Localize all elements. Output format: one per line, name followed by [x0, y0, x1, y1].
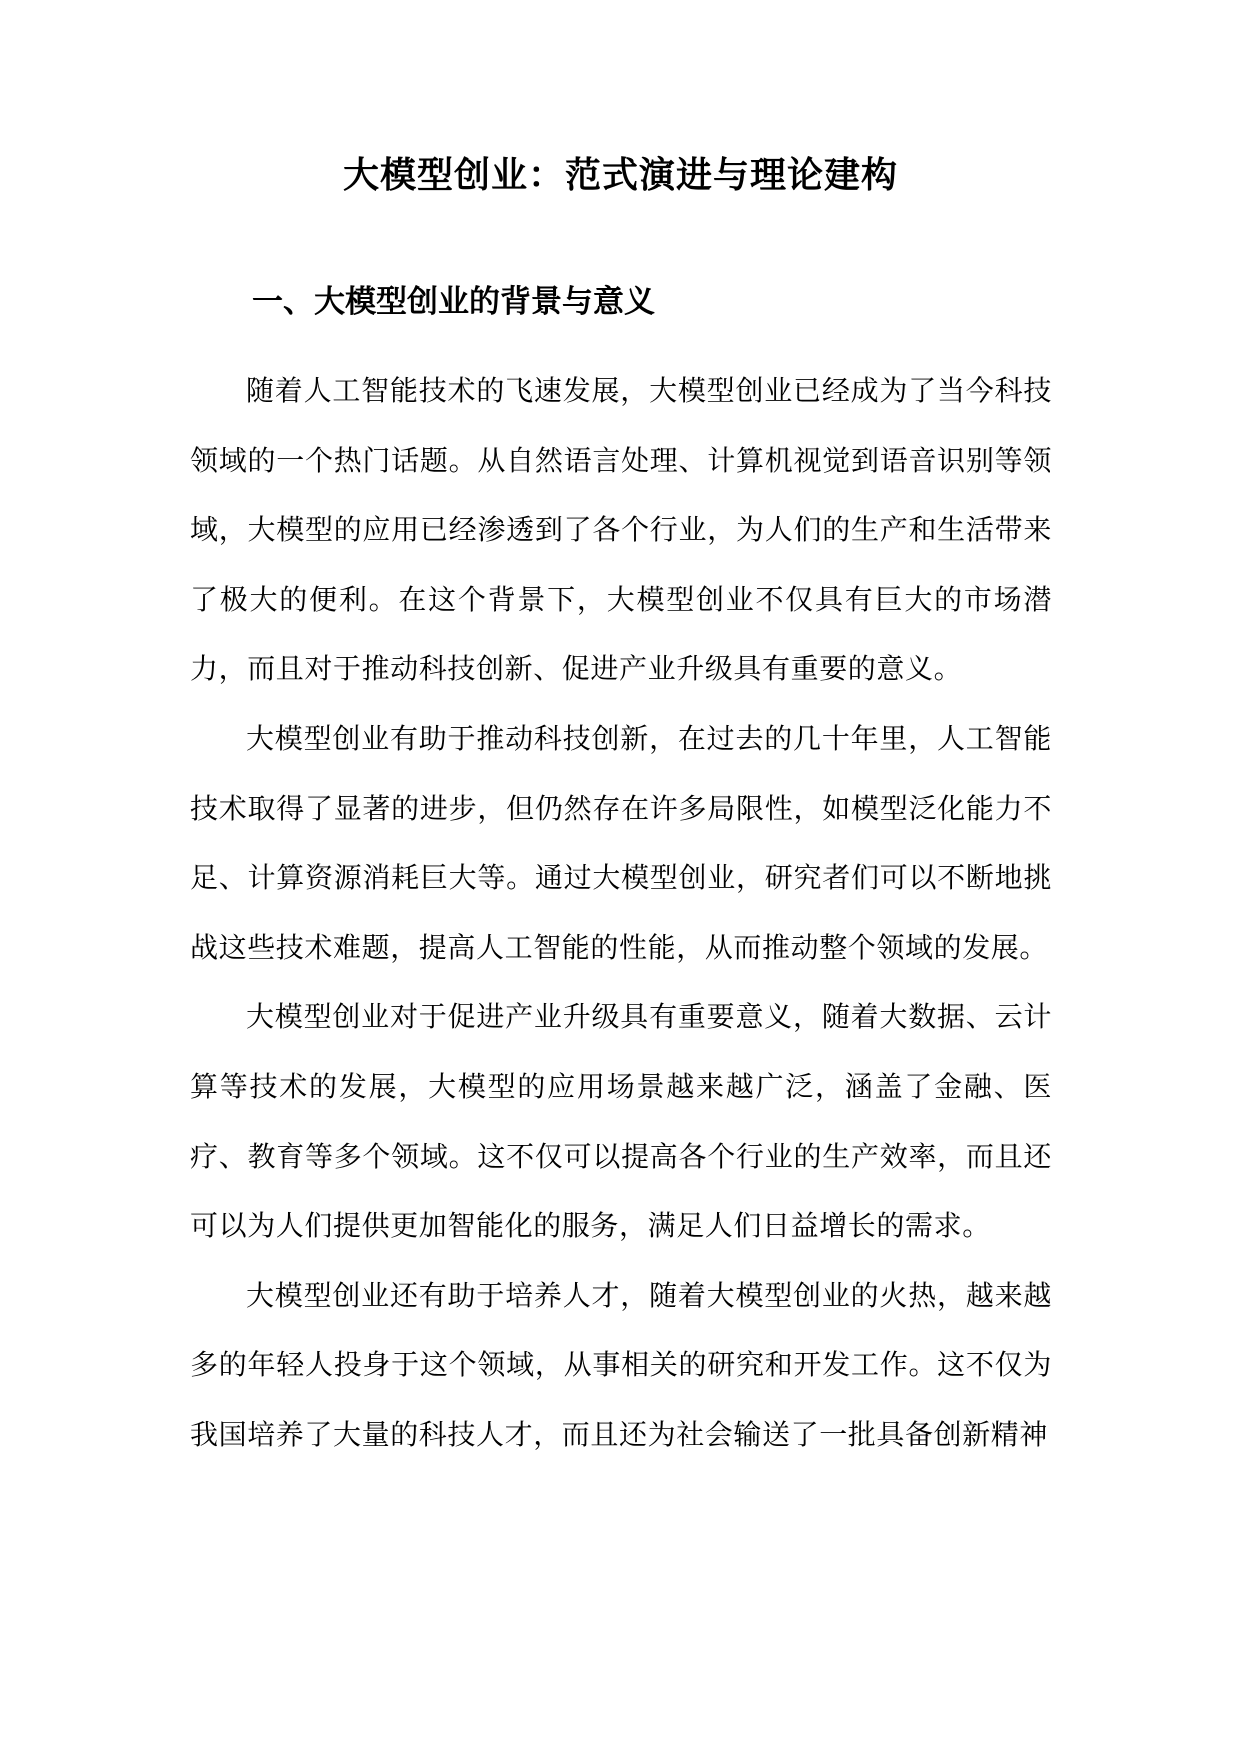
paragraph: 大模型创业还有助于培养人才，随着大模型创业的火热，越来越多的年轻人投身于这个领域，从事相关的研究和开发工作。这不仅为我国培养了大量的科技人才，而且还为社会输送了一批具备创新精神	[190, 1278, 1052, 1451]
paragraph: 大模型创业对于促进产业升级具有重要意义，随着大数据、云计算等技术的发展，大模型的应用场景越来越广泛，涵盖了金融、医疗、教育等多个领域。这不仅可以提高各个行业的生产效率，而且还可以为人们提供更加智能化的服务，满足人们日益增长的需求。	[190, 1000, 1052, 1243]
paragraph: 大模型创业有助于推动科技创新，在过去的几十年里，人工智能技术取得了显著的进步，但仍然存在许多局限性，如模型泛化能力不足、计算资源消耗巨大等。通过大模型创业，研究者们可以不断地挑战这些技术难题，提高人工智能的性能，从而推动整个领域的发展。	[190, 721, 1052, 964]
document-title: 大模型创业：范式演进与理论建构	[342, 155, 898, 196]
section-heading: 一、大模型创业的背景与意义	[252, 284, 655, 320]
paragraph: 随着人工智能技术的飞速发展，大模型创业已经成为了当今科技领域的一个热门话题。从自然语言处理、计算机视觉到语音识别等领域，大模型的应用已经渗透到了各个行业，为人们的生产和生活带来了极大的便利。在这个背景下，大模型创业不仅具有巨大的市场潜力，而且对于推动科技创新、促进产业升级具有重要的意义。	[190, 374, 1052, 686]
body-text	[190, 356, 1052, 1470]
